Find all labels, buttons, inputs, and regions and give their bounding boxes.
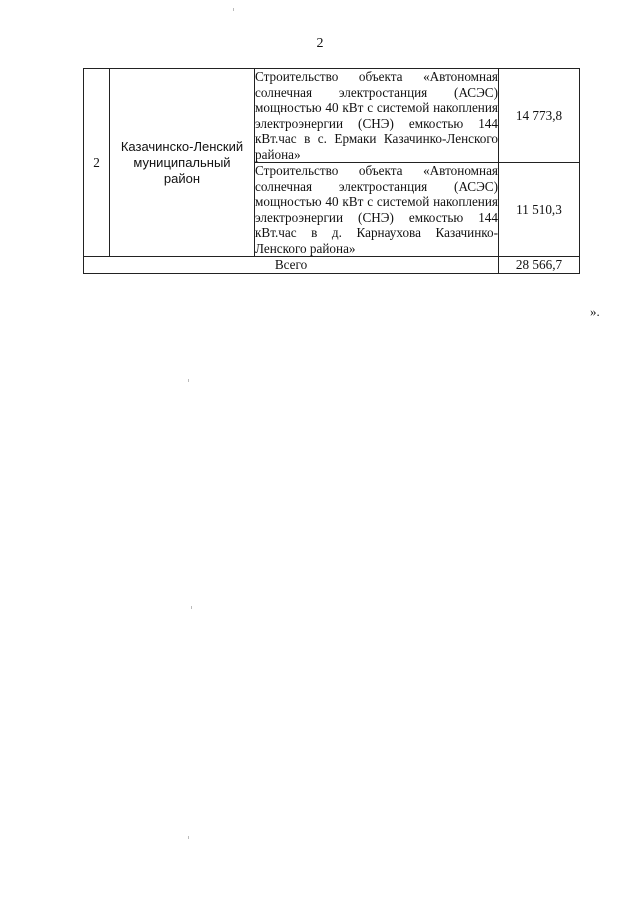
scan-artifact: [188, 836, 189, 839]
scan-artifact: [233, 8, 234, 11]
funding-table: [83, 68, 580, 274]
scan-artifact: [188, 379, 189, 382]
total-label: Всего: [84, 257, 499, 274]
page-number: 2: [316, 36, 324, 51]
description-cell: [255, 163, 499, 257]
district-name: Казачинско-Ленский муниципальный район: [120, 138, 244, 186]
project-description: Строительство объекта «Автономная солнечная электростанция (АСЭС) мощностью 40 кВт с системой накопления электроэнергии (СНЭ) емкостью 144 кВт.час в д. Карнаухова Казачинко-Ленского района»: [255, 163, 498, 256]
description-cell: [255, 69, 499, 163]
project-description: Строительство объекта «Автономная солнечная электростанция (АСЭС) мощностью 40 кВт с системой накопления электроэнергии (СНЭ) емкостью 144 кВт.час в с. Ермаки Казачинко-Ленского района»: [255, 69, 498, 162]
row-number-cell: 2: [84, 69, 110, 257]
amount-cell: 11 510,3: [499, 163, 580, 257]
total-amount: 28 566,7: [499, 257, 580, 274]
scan-artifact: [191, 606, 192, 609]
closing-quote-mark: ».: [590, 304, 600, 319]
district-cell: [110, 69, 255, 257]
amount-cell: 14 773,8: [499, 69, 580, 163]
table-row: [84, 69, 580, 163]
total-row: [84, 257, 580, 274]
